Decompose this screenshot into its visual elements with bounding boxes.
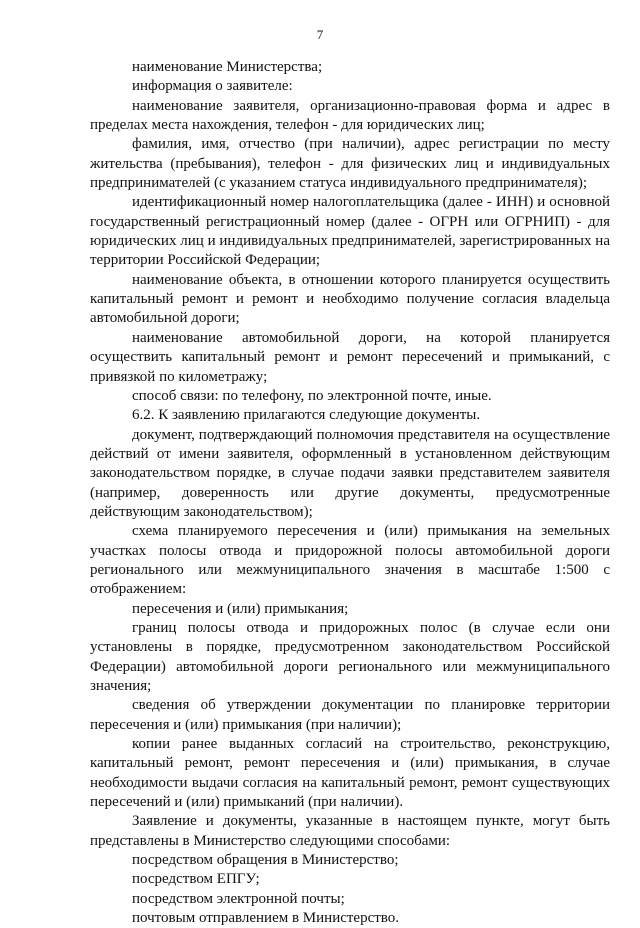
paragraph: документ, подтверждающий полномочия представителя на осуществление действий от имени заявителя, оформленный в установленном действующим законодательством порядке, в случае подачи заявки представителем заявителя (например, доверенность или другие документы, предусмотренные действующим законодательством); — [90, 426, 610, 520]
paragraph: посредством обращения в Министерство; — [132, 852, 399, 869]
paragraph: пересечения и (или) примыкания; — [132, 600, 349, 617]
paragraph: фамилия, имя, отчество (при наличии), адрес регистрации по месту жительства (пребывания), телефон - для физических лиц и индивидуальных предпринимателей (с указанием статуса индивидуального предпринимателя); — [90, 136, 610, 192]
paragraph: посредством электронной почты; — [132, 890, 345, 907]
paragraph: способ связи: по телефону, по электронной почте, иные. — [132, 387, 492, 404]
paragraph: наименование Министерства; — [132, 59, 323, 75]
paragraph: наименование автомобильной дороги, на которой планируется осуществить капитальный ремонт и ремонт пересечений и примыканий, с привязкой по километражу; — [90, 329, 610, 385]
paragraph: сведения об утверждении документации по планировке территории пересечения и (или) примыкания (при наличии); — [90, 697, 610, 733]
paragraph: Заявление и документы, указанные в настоящем пункте, могут быть представлены в Министерство следующими способами: — [90, 813, 610, 849]
paragraph: идентификационный номер налогоплательщика (далее - ИНН) и основной государственный регистрационный номер (далее - ОГРН или ОГРНИП) - для юридических лиц и индивидуальных предпринимателей, зарегистрированных на территории Российской Федерации; — [90, 194, 610, 269]
paragraph: информация о заявителе: — [132, 78, 293, 95]
paragraph: почтовым отправлением в Министерство. — [132, 910, 400, 927]
paragraph: границ полосы отвода и придорожных полос (в случае если они установлены в порядке, предусмотренном законодательством Российской Федерации) автомобильной дороги регионального или межмуниципального значения; — [90, 619, 610, 694]
page-number: 7 — [316, 27, 324, 42]
document-body — [90, 58, 610, 928]
paragraph: посредством ЕПГУ; — [132, 871, 260, 888]
paragraph: копии ранее выданных согласий на строительство, реконструкцию, капитальный ремонт, ремонт пересечения и (или) примыкания, в случае необходимости выдачи согласия на капитальный ремонт, ремонт существующих пересечений и (или) примыканий (при наличии). — [90, 736, 610, 811]
section-heading: 6.2. К заявлению прилагаются следующие документы. — [132, 407, 481, 424]
paragraph: наименование объекта, в отношении которого планируется осуществить капитальный ремонт и ремонт и необходимо получение согласия владельца автомобильной дороги; — [90, 271, 610, 327]
paragraph: наименование заявителя, организационно-правовая форма и адрес в пределах места нахождения, телефон - для юридических лиц; — [90, 97, 610, 134]
paragraph: схема планируемого пересечения и (или) примыкания на земельных участках полосы отвода и придорожной полосы автомобильной дороги регионального или межмуниципального значения в масштабе 1:500 с отображением: — [90, 523, 610, 598]
